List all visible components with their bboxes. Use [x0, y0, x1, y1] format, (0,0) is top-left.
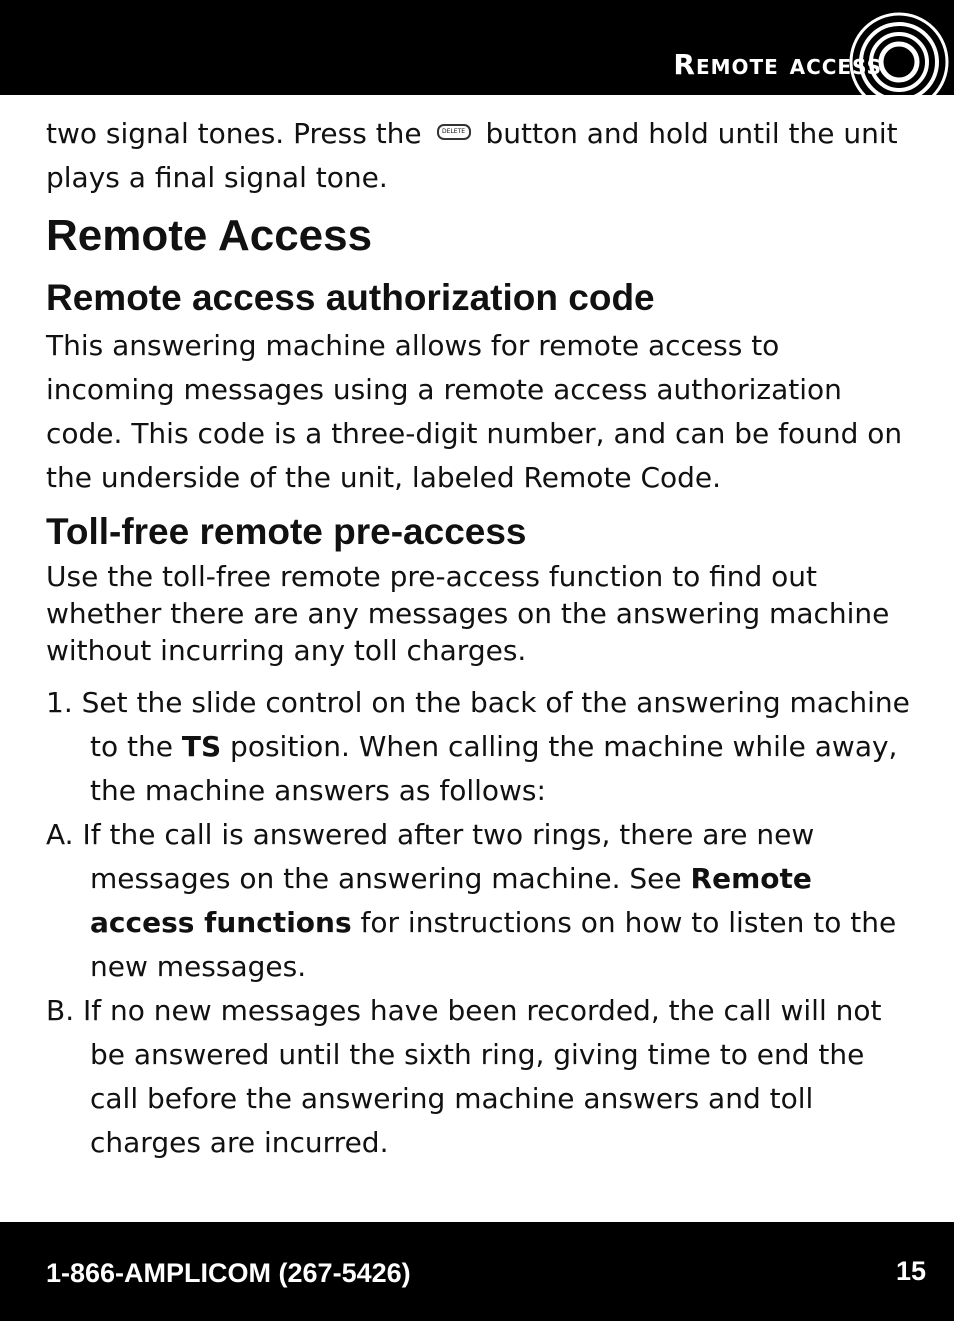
section-heading-authorization: Remote access authorization code: [46, 277, 655, 318]
step-bold-text: TS: [181, 730, 222, 763]
step-text-end: position. When calling the machine while away, the machine answers as follows:: [90, 730, 898, 807]
intro-text-end: button and hold until the unit plays a final signal tone.: [46, 117, 898, 194]
step-bold-text: Remote access functions: [90, 862, 812, 939]
support-phone-number: 1-866-AMPLICOM (267-5426): [46, 1258, 411, 1288]
step-text: 1. Set the slide control on the back of the answering machine to the: [46, 686, 910, 763]
intro-text-start: two signal tones. Press the: [46, 117, 431, 150]
section-heading-pre-access: Toll-free remote pre-access: [46, 511, 527, 552]
section-title: Remote access: [673, 48, 882, 81]
list-item: [46, 681, 916, 813]
step-text-end: for instructions on how to listen to the new messages.: [90, 906, 897, 983]
list-item: [46, 813, 916, 989]
pre-access-paragraph: Use the toll-free remote pre-access function to find out whether there are any messages on the answering machine without incurring any toll charges.: [46, 560, 890, 667]
page-content: [46, 112, 916, 1165]
page-number: 15: [895, 1256, 926, 1286]
list-item: [46, 989, 916, 1165]
header-bar: [0, 0, 954, 95]
intro-paragraph: [46, 112, 916, 200]
authorization-paragraph: This answering machine allows for remote access to incoming messages using a remote access authorization code. This code is a three-digit number, and can be found on the underside of the unit, labeled Remote Code.: [46, 329, 903, 494]
step-text: A. If the call is answered after two rings, there are new messages on the answering machine. See: [46, 818, 815, 895]
steps-list: [46, 681, 916, 1165]
footer-bar: [0, 1222, 954, 1321]
page-title: Remote Access: [46, 211, 373, 260]
step-text: B. If no new messages have been recorded, the call will not be answered until the sixth ring, giving time to end the call before the answering machine answers and toll charges are incurred.: [46, 994, 882, 1159]
delete-button-icon: DELETE: [437, 124, 471, 140]
